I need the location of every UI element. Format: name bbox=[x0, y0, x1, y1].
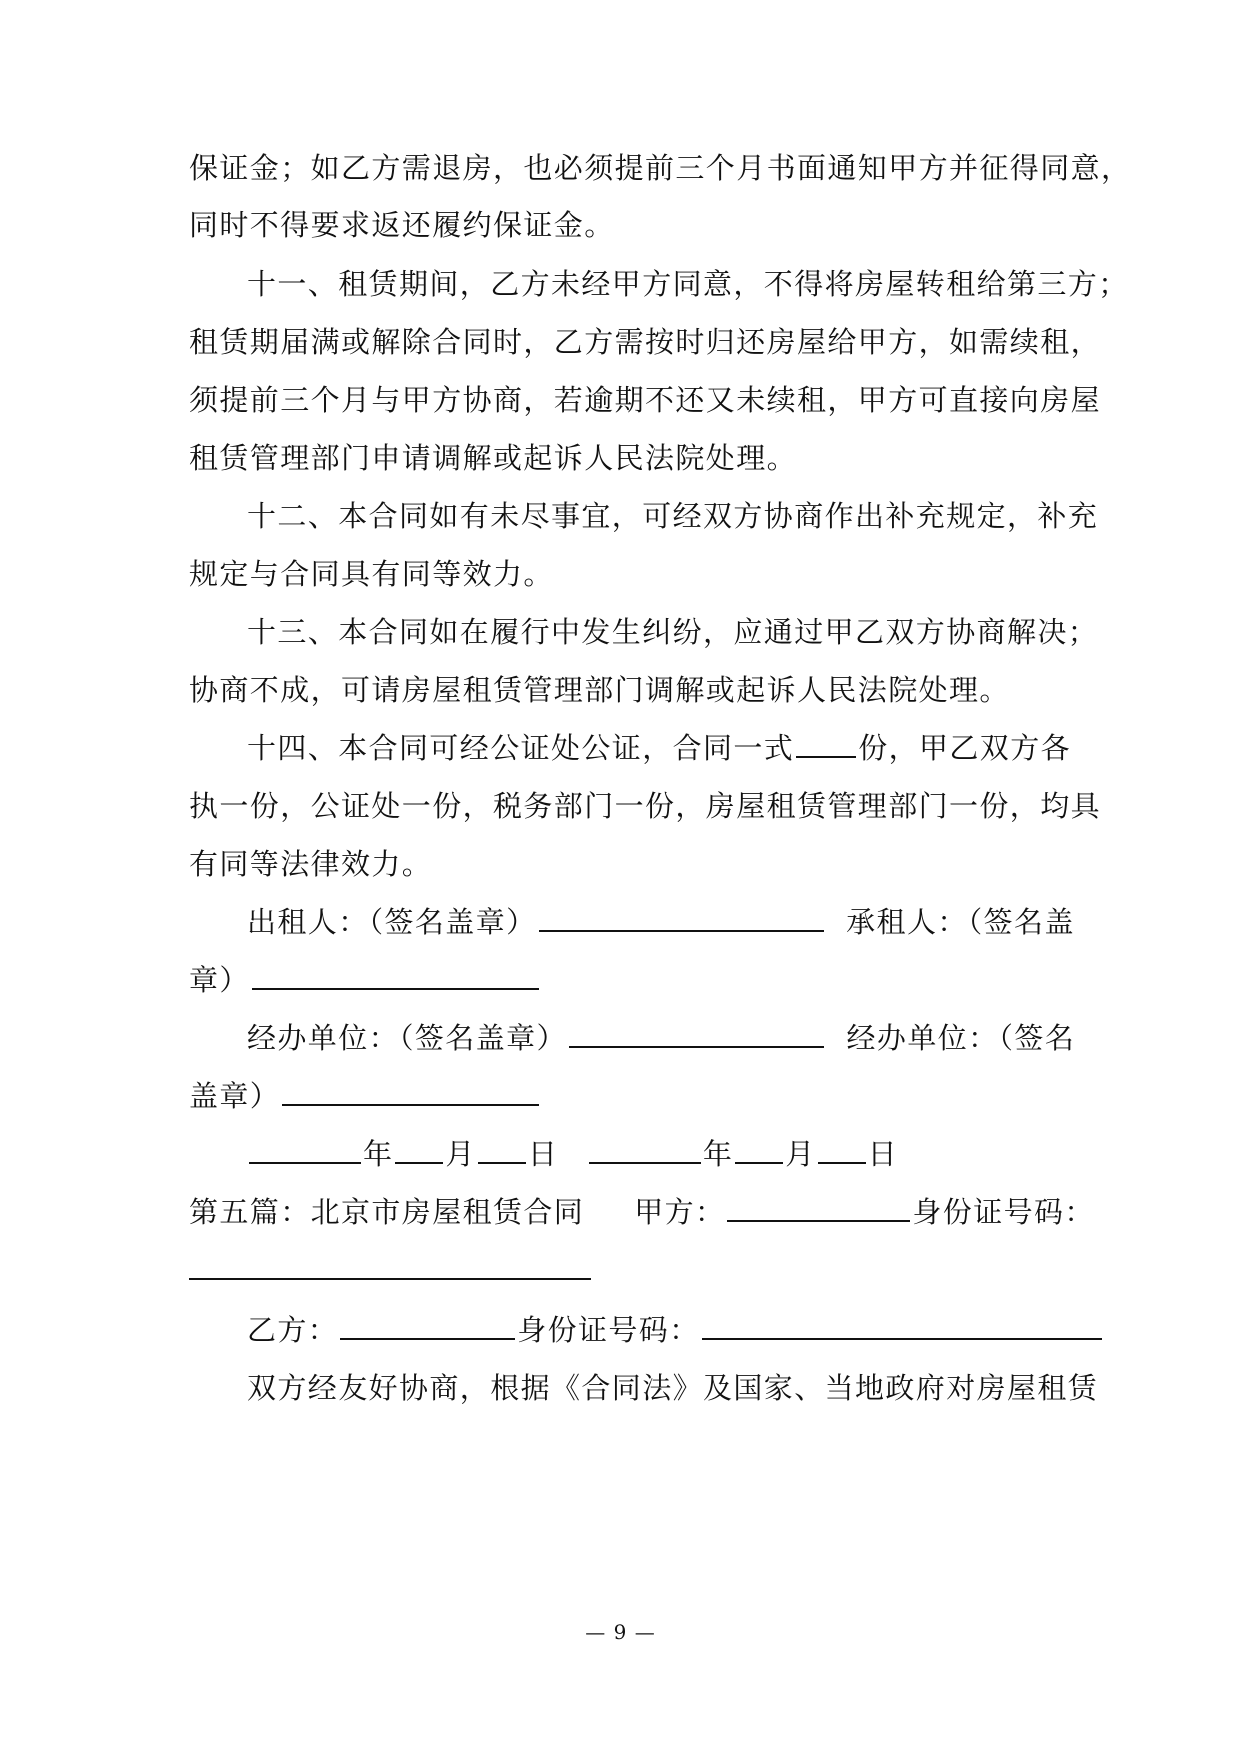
clause-13-line: 协商不成，可请房屋租赁管理部门调解或起诉人民法院处理。 bbox=[189, 673, 1010, 707]
text-line: 保证金；如乙方需退房，也必须提前三个月书面通知甲方并征得同意， bbox=[189, 151, 1132, 185]
party-b-line bbox=[247, 1310, 1104, 1350]
lessee-signature-blank[interactable] bbox=[252, 962, 539, 990]
clause-14-line bbox=[247, 728, 1071, 768]
clause-12-line: 十二、本合同如有未尽事宜，可经双方协商作出补充规定，补充 bbox=[247, 499, 1099, 533]
lessee-label-cont: 章） bbox=[189, 963, 250, 997]
year-label: 年 bbox=[702, 1137, 734, 1171]
text-line: 同时不得要求返还履约保证金。 bbox=[189, 208, 615, 242]
clause-14-line: 有同等法律效力。 bbox=[189, 847, 433, 881]
signature-line bbox=[189, 960, 541, 1000]
party-a-id-blank[interactable] bbox=[189, 1252, 591, 1280]
lessor-signature-blank[interactable] bbox=[539, 904, 824, 932]
month-blank[interactable] bbox=[735, 1136, 783, 1164]
day-blank[interactable] bbox=[478, 1136, 526, 1164]
year-blank[interactable] bbox=[589, 1136, 701, 1164]
signature-line bbox=[247, 902, 1075, 942]
clause-14-text: 份，甲乙双方各 bbox=[858, 731, 1072, 765]
clause-12-line: 规定与合同具有同等效力。 bbox=[189, 557, 554, 591]
year-label: 年 bbox=[363, 1137, 394, 1171]
month-label: 月 bbox=[785, 1137, 816, 1171]
agent-1-signature-blank[interactable] bbox=[569, 1020, 824, 1048]
agent-signature-line bbox=[247, 1018, 1075, 1058]
party-a-label: 甲方： bbox=[634, 1195, 726, 1229]
clause-14-line: 执一份，公证处一份，税务部门一份，房屋租赁管理部门一份，均具 bbox=[189, 789, 1102, 823]
party-a-id-label: 身份证号码： bbox=[912, 1195, 1095, 1229]
clause-11-line: 租赁管理部门申请调解或起诉人民法院处理。 bbox=[189, 441, 798, 475]
party-b-id-label: 身份证号码： bbox=[517, 1313, 700, 1347]
clause-11-line: 十一、租赁期间，乙方未经甲方同意，不得将房屋转租给第三方； bbox=[247, 267, 1129, 301]
clause-13-line: 十三、本合同如在履行中发生纠纷，应通过甲乙双方协商解决； bbox=[247, 615, 1099, 649]
page-number: — 9 — bbox=[585, 1620, 656, 1644]
agent-2-label-cont: 盖章） bbox=[189, 1079, 281, 1113]
agent-1-label: 经办单位：（签名盖章） bbox=[247, 1021, 567, 1055]
party-b-id-blank[interactable] bbox=[702, 1312, 1102, 1340]
agent-2-label: 经办单位：（签名 bbox=[846, 1021, 1076, 1055]
section-5-header-line bbox=[189, 1192, 1095, 1232]
lessee-label: 承租人：（签名盖 bbox=[846, 905, 1075, 939]
party-a-id-line bbox=[189, 1250, 593, 1290]
section-5-intro-line: 双方经友好协商，根据《合同法》及国家、当地政府对房屋租赁 bbox=[247, 1371, 1099, 1405]
agent-signature-line bbox=[189, 1076, 541, 1116]
month-label: 月 bbox=[445, 1137, 476, 1171]
clause-11-line: 租赁期届满或解除合同时，乙方需按时归还房屋给甲方，如需续租， bbox=[189, 325, 1102, 359]
lessor-label: 出租人：（签名盖章） bbox=[247, 905, 537, 939]
day-label: 日 bbox=[527, 1137, 559, 1171]
date-line bbox=[247, 1134, 898, 1174]
party-b-name-blank[interactable] bbox=[340, 1312, 515, 1340]
clause-11-line: 须提前三个月与甲方协商，若逾期不还又未续租，甲方可直接向房屋 bbox=[189, 383, 1102, 417]
party-b-label: 乙方： bbox=[247, 1313, 339, 1347]
section-5-title: 第五篇：北京市房屋租赁合同 bbox=[189, 1195, 585, 1229]
clause-14-text: 十四、本合同可经公证处公证，合同一式 bbox=[247, 731, 795, 765]
agent-2-signature-blank[interactable] bbox=[282, 1078, 539, 1106]
day-blank[interactable] bbox=[818, 1136, 866, 1164]
day-label: 日 bbox=[867, 1137, 899, 1171]
year-blank[interactable] bbox=[249, 1136, 361, 1164]
month-blank[interactable] bbox=[395, 1136, 443, 1164]
copies-blank[interactable] bbox=[796, 730, 856, 758]
party-a-name-blank[interactable] bbox=[727, 1194, 910, 1222]
